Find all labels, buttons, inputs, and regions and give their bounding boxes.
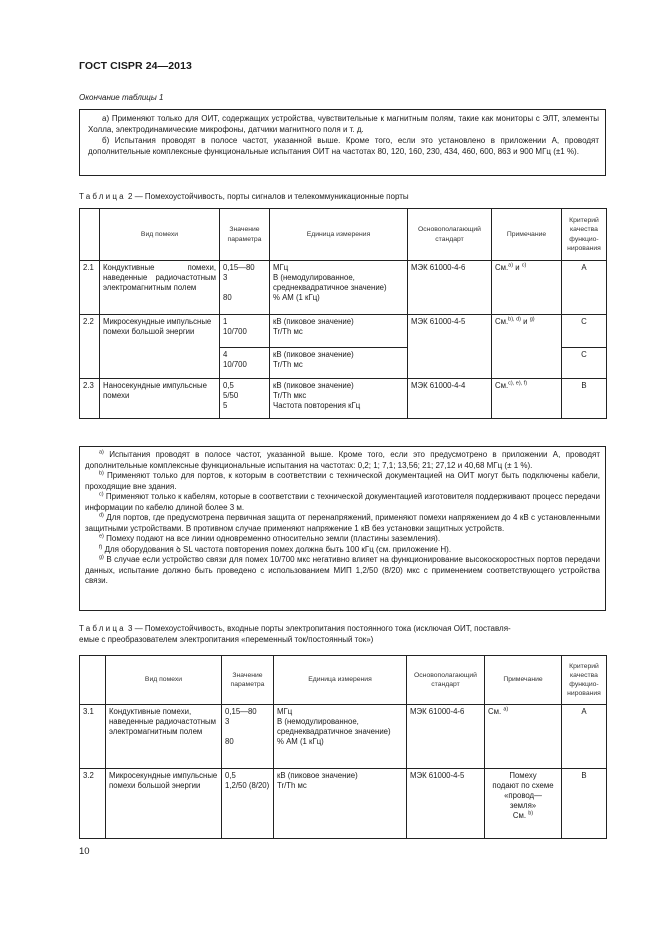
units (270, 379, 408, 419)
footnote-ref: b) (528, 810, 534, 817)
parameter-values (220, 261, 270, 315)
units (274, 705, 407, 769)
footnote-text: Для портов, где предусмотрена первичная защита от перенапряжений, применяют помехи напряжением до 4 кВ с установленными защитными устройствами. В противном случае применяют напряжение 1 кВ без установки защитных устройств. (85, 513, 600, 533)
table1-note-a: а) Применяют только для ОИТ, содержащих устройства, чувствительные к магнитным полям, такие как мониторы с ЭЛТ, элементы Холла, электродинамические микрофоны, датчики магнитного поля и т. д. (88, 114, 599, 134)
unit-line: % АМ (1 кГц) (273, 293, 320, 302)
footnote-mark: g) (99, 554, 104, 561)
page-number: 10 (79, 846, 90, 857)
table2-header-criterion: Критерий качества функционирования (562, 209, 607, 261)
note-line (488, 811, 558, 821)
footnote-text: Применяют только для портов, к которым в соответствии с технической документацией на ОИТ могут быть подключены кабели, проходящие вне здания. (85, 471, 600, 491)
footnote (85, 492, 600, 513)
unit-line: Tr/Th мс (277, 781, 307, 790)
base-standard: МЭК 61000-4-6 (408, 261, 492, 315)
note-line: земля» (509, 801, 537, 810)
disturbance-kind: Наносекундные импульсные помехи (100, 379, 220, 419)
document-header: ГОСТ CISPR 24—2013 (79, 60, 192, 72)
criterion: C (562, 315, 607, 348)
table-continuation-caption: Окончание таблицы 1 (79, 93, 164, 102)
table3-header-unit: Единица измерения (274, 656, 407, 705)
table-row (80, 379, 607, 419)
row-number: 2.3 (80, 379, 100, 419)
base-standard: МЭК 61000-4-5 (407, 769, 485, 839)
unit-line: кВ (пиковое значение) (273, 350, 354, 359)
value-line: 1,2/50 (8/20) (225, 781, 270, 790)
disturbance-kind: Кондуктивные помехи, наведенные радиочастотным электромагнитным полем (100, 261, 220, 315)
base-standard: МЭК 61000-4-5 (408, 315, 492, 379)
table-row (80, 261, 607, 315)
table3 (79, 655, 607, 839)
value-line: 10/700 (223, 327, 247, 336)
disturbance-kind: Микросекундные импульсные помехи большой энергии (106, 769, 222, 839)
base-standard: МЭК 61000-4-4 (408, 379, 492, 419)
footnote-ref: b), d) (508, 316, 522, 323)
footnote-text: Испытания проводят в полосе частот, указанной выше. Кроме того, если это предусмотрено в приложении А, проводят дополнительные комплексные функциональные испытания на частотах: 0,2; 1; 7,1; 13,56; 21; 27,12 и 40,68 МГц (± 1 %). (85, 450, 600, 470)
value-line: 4 (223, 350, 228, 359)
unit-line: % АМ (1 кГц) (277, 737, 324, 746)
units (270, 315, 408, 348)
value-line: 3 (225, 717, 230, 726)
parameter-values (222, 769, 274, 839)
value-line: 5/50 (223, 391, 239, 400)
footnote (85, 534, 600, 545)
table2-header-unit: Единица измерения (270, 209, 408, 261)
footnote-mark: а) (99, 449, 104, 456)
criterion: A (562, 261, 607, 315)
footnote-ref: а) (503, 706, 509, 713)
table3-header-value: Значение параметра (222, 656, 274, 705)
footnote (85, 513, 600, 534)
criterion: A (562, 705, 607, 769)
footnote-ref: g) (529, 316, 535, 323)
table2-header-num (80, 209, 100, 261)
footnote-text: Применяют только к кабелям, которые в соответствии с технической документацией изготовителя поддерживают процесс передачи информации по кабелю длиной более 3 м. (85, 492, 600, 512)
table2-footnotes (79, 446, 606, 611)
footnote-mark: d) (99, 512, 104, 519)
value-line: 0,5 (225, 771, 236, 780)
parameter-values (220, 315, 270, 348)
footnote-text: В случае если устройство связи для помех 10/700 мкс негативно влияет на функционирование высокоскоростных портов передачи данных, испытание должно быть проведено с использованием МИП 1,2/50 (8/20) мкс с применением соответствующего устройства связи. (85, 555, 600, 585)
footnote-mark: с) (99, 491, 104, 498)
table3-header-standard: Основополагающий стандарт (407, 656, 485, 705)
table3-header-num (80, 656, 106, 705)
value-spacer (223, 283, 266, 293)
unit-line: МГц (277, 707, 293, 716)
note-ref (485, 705, 562, 769)
table-row (80, 705, 607, 769)
note-line: подают по схеме «провод— (492, 781, 554, 800)
table3-header-kind: Вид помехи (106, 656, 222, 705)
unit-line: кВ (пиковое значение) (277, 771, 358, 780)
note-and: и (513, 263, 522, 272)
value-line: 0,5 (223, 381, 234, 390)
note-ref (492, 261, 562, 315)
row-number: 3.2 (80, 769, 106, 839)
note-see: См. (512, 811, 527, 820)
row-number: 3.1 (80, 705, 106, 769)
table2-header-note: Примечание (492, 209, 562, 261)
footnote-ref: с), е), f) (508, 380, 528, 387)
unit-line: Частота повторения кГц (273, 401, 361, 410)
table3-header-criterion: Критерий качества функционирования (562, 656, 607, 705)
parameter-values (220, 379, 270, 419)
value-line: 3 (223, 273, 228, 282)
unit-line: Tr/Th мс (273, 327, 303, 336)
row-number: 2.2 (80, 315, 100, 379)
footnote-ref: а) (508, 262, 514, 269)
value-line: 5 (223, 401, 228, 410)
table2-header-kind: Вид помехи (100, 209, 220, 261)
table2-label: Таблица (79, 192, 126, 201)
value-spacer (225, 727, 270, 737)
criterion: C (562, 348, 607, 379)
criterion: B (562, 769, 607, 839)
unit-line: В (немодулированное, среднеквадратичное значение) (273, 273, 387, 292)
units (274, 769, 407, 839)
footnote (85, 555, 600, 587)
table-row (80, 315, 607, 348)
table2-header-standard: Основополагающий стандарт (408, 209, 492, 261)
value-line: 0,15—80 (223, 263, 255, 272)
table2-header-row (80, 209, 607, 261)
footnote-ref: с) (521, 262, 527, 269)
base-standard: МЭК 61000-4-6 (407, 705, 485, 769)
table1-notes-box (79, 109, 606, 176)
parameter-values (222, 705, 274, 769)
unit-line: МГц (273, 263, 289, 272)
disturbance-kind: Микросекундные импульсные помехи большой энергии (100, 315, 220, 379)
value-line: 0,15—80 (225, 707, 257, 716)
footnote-text: Для оборудования ꝺ SL частота повторения помех должна быть 100 кГц (см. приложение Н). (102, 544, 452, 554)
table2-header-value: Значение параметра (220, 209, 270, 261)
criterion: B (562, 379, 607, 419)
unit-line: Tr/Th мкс (273, 391, 307, 400)
units (270, 261, 408, 315)
row-number: 2.1 (80, 261, 100, 315)
table3-label: Таблица (79, 624, 126, 633)
disturbance-kind: Кондуктивные помехи, наведенные радиочастотным электромагнитным полем (106, 705, 222, 769)
footnote (85, 545, 600, 556)
table3-caption (79, 624, 606, 646)
note-and: и (521, 317, 530, 326)
table3-caption-line2: емые с преобразователем электропитания «переменный ток/постоянный ток») (79, 634, 374, 644)
note-ref (492, 315, 562, 379)
parameter-values (220, 348, 270, 379)
footnote-mark: f) (99, 543, 103, 550)
table-row (80, 769, 607, 839)
table2-caption (79, 192, 409, 203)
value-line: 80 (225, 737, 234, 746)
table2 (79, 208, 607, 419)
table3-header-note: Примечание (485, 656, 562, 705)
note-ref (492, 379, 562, 419)
unit-line: кВ (пиковое значение) (273, 317, 354, 326)
unit-line: Tr/Th мс (273, 360, 303, 369)
note-line: Помеху (509, 771, 537, 780)
note-see: См. (488, 707, 502, 716)
footnote-text: Помеху подают на все линии одновременно относительно земли (пластины заземления). (103, 534, 441, 543)
table2-caption-text: 2 — Помехоустойчивость, порты сигналов и телекоммуникационные порты (128, 192, 409, 201)
units (270, 348, 408, 379)
note-see: См. (495, 263, 509, 272)
footnote-mark: b) (99, 470, 104, 477)
value-line: 10/700 (223, 360, 247, 369)
unit-line: В (немодулированное, среднеквадратичное значение) (277, 717, 391, 736)
footnote (85, 471, 600, 492)
table3-header-row (80, 656, 607, 705)
note-ref (485, 769, 562, 839)
footnote (85, 450, 600, 471)
value-line: 1 (223, 317, 228, 326)
footnote-mark: е) (99, 533, 104, 540)
note-see: См. (495, 381, 509, 390)
unit-line: кВ (пиковое значение) (273, 381, 354, 390)
table3-caption-line1: 3 — Помехоустойчивость, входные порты электропитания постоянного тока (исключая ОИТ, поставля- (128, 624, 511, 633)
value-line: 80 (223, 293, 232, 302)
note-see: См. (495, 317, 509, 326)
table1-note-b: б) Испытания проводят в полосе частот, указанной выше. Кроме того, если это установлено в приложении А, проводят дополнительные комплексные функциональные испытания ОИТ на частотах 80, 120, 160, 230, 434, 460, 600, 863 и 900 МГц (±1 %). (88, 135, 599, 156)
